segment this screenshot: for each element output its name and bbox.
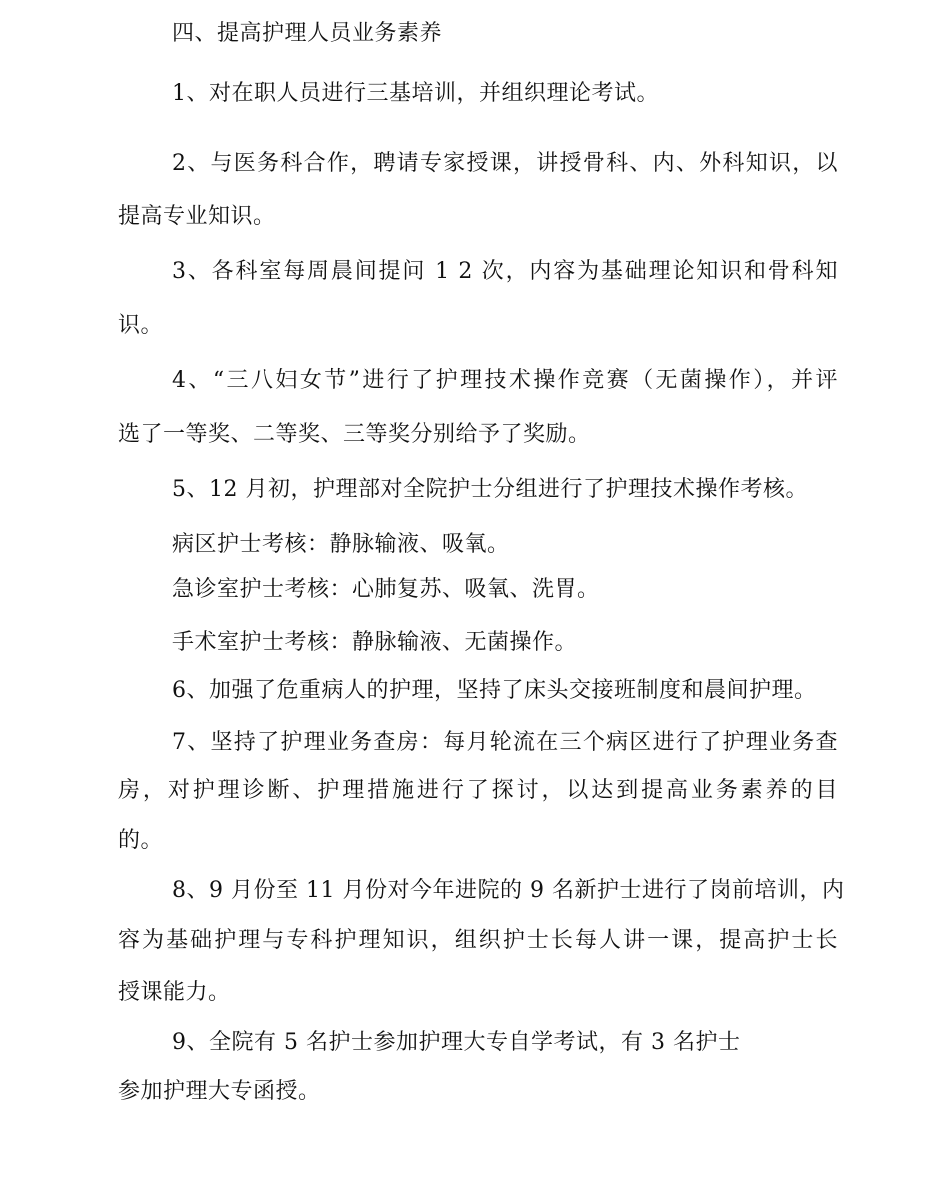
paragraph-item-9-line-1: 9、全院有 5 名护士参加护理大专自学考试，有 3 名护士 (172, 1030, 741, 1055)
paragraph-item-7-line-3: 的。 (118, 828, 164, 853)
section-heading: 四、提高护理人员业务素养 (172, 21, 443, 46)
paragraph-item-5: 5、12 月初，护理部对全院护士分组进行了护理技术操作考核。 (172, 477, 808, 502)
paragraph-item-3-line-1: 3、各科室每周晨间提问 1 2 次，内容为基础理论知识和骨科知 (172, 259, 838, 284)
paragraph-item-9-line-2: 参加护理大专函授。 (118, 1079, 321, 1104)
paragraph-item-7-line-2: 房，对护理诊断、护理措施进行了探讨，以达到提高业务素养的目 (118, 778, 838, 803)
paragraph-item-5-emergency: 急诊室护士考核：心肺复苏、吸氧、洗胃。 (172, 577, 600, 602)
paragraph-item-3-line-2: 识。 (118, 313, 164, 338)
paragraph-item-4-line-1: 4、“三八妇女节”进行了护理技术操作竞赛（无菌操作），并评 (172, 368, 838, 393)
paragraph-item-1: 1、对在职人员进行三基培训，并组织理论考试。 (172, 81, 659, 106)
paragraph-item-2-line-1: 2、与医务科合作，聘请专家授课，讲授骨科、内、外科知识，以 (172, 151, 838, 176)
paragraph-item-2-line-2: 提高专业知识。 (118, 204, 276, 229)
paragraph-item-7-line-1: 7、坚持了护理业务查房：每月轮流在三个病区进行了护理业务查 (172, 730, 838, 755)
paragraph-item-8-line-2: 容为基础护理与专科护理知识，组织护士长每人讲一课，提高护士长 (118, 928, 838, 953)
paragraph-item-4-line-2: 选了一等奖、二等奖、三等奖分别给予了奖励。 (118, 422, 591, 447)
paragraph-item-5-ward: 病区护士考核：静脉输液、吸氧。 (172, 532, 510, 557)
paragraph-item-5-surgery: 手术室护士考核：静脉输液、无菌操作。 (172, 630, 578, 655)
paragraph-item-8-line-3: 授课能力。 (118, 980, 231, 1005)
paragraph-item-8-line-1: 8、9 月份至 11 月份对今年进院的 9 名新护士进行了岗前培训，内 (172, 878, 845, 903)
paragraph-item-6: 6、加强了危重病人的护理，坚持了床头交接班制度和晨间护理。 (172, 678, 817, 703)
